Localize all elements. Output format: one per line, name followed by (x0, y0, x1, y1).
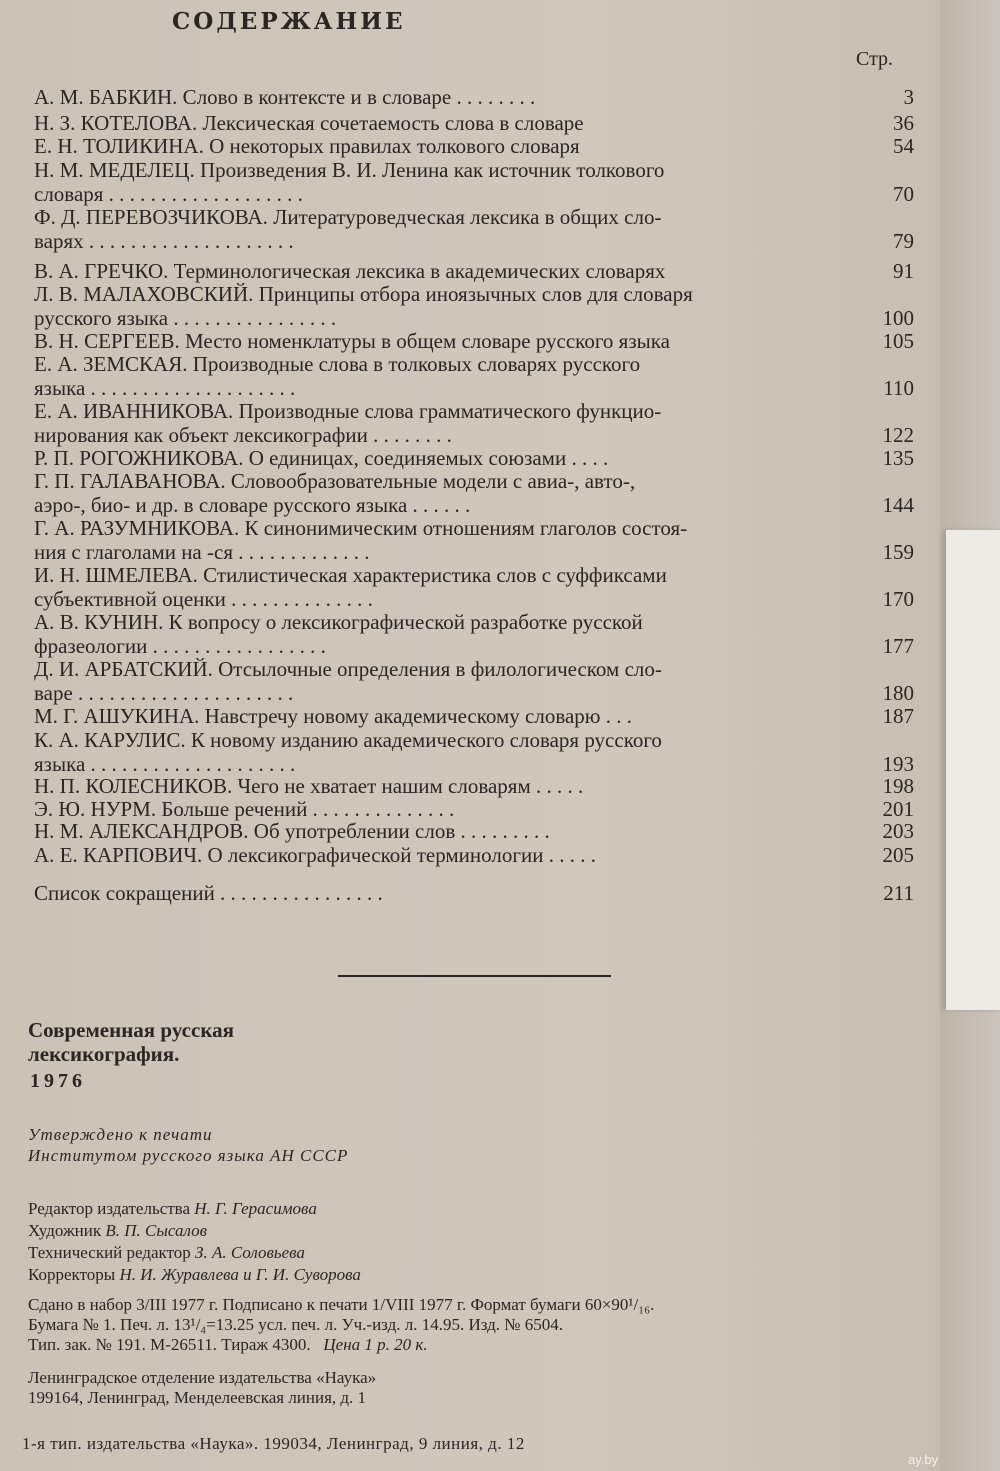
pub-line-1: Сдано в набор 3/III 1977 г. Подписано к печати 1/VIII 1977 г. Формат бумаги 60×90¹/₁₆. (28, 1295, 655, 1314)
toc-entry-text: Е. А. ИВАННИКОВА. Производные слова грамматического функцио- (34, 399, 662, 423)
toc-entry (34, 705, 914, 727)
toc-entry-line (34, 470, 914, 492)
toc-entry (34, 159, 914, 205)
toc-entry-line (34, 682, 914, 704)
toc-entry-text: Г. П. ГАЛАВАНОВА. Словообразовательные модели с авиа-, авто-, (34, 469, 636, 493)
toc-entry-line (34, 112, 914, 134)
toc-entry (34, 330, 914, 352)
staff-role: Технический редактор (28, 1243, 191, 1262)
publisher-info (28, 1368, 376, 1408)
toc-entry-text: Г. А. РАЗУМНИКОВА. К синонимическим отношениям глаголов состоя- (34, 516, 688, 540)
toc-entry (34, 353, 914, 399)
staff-role: Художник (28, 1221, 102, 1240)
toc-entry-text: аэро-, био- и др. в словаре русского языка . . . . . . (34, 493, 471, 517)
toc-entry (34, 283, 914, 329)
staff-row (28, 1242, 361, 1264)
toc-page-number: 170 (882, 587, 914, 611)
staff-row (28, 1198, 361, 1220)
toc-page-number: 3 (903, 85, 914, 109)
staff-name: В. П. Сысалов (105, 1221, 208, 1240)
toc-entry-text: Э. Ю. НУРМ. Больше речений . . . . . . . . . . . . . . (34, 797, 455, 821)
book-title-line-2: лексикография. (28, 1042, 180, 1066)
toc-entry-line (34, 260, 914, 282)
toc-page-number: 193 (882, 752, 914, 776)
toc-entry-line (34, 798, 914, 820)
toc-page-number: 203 (882, 819, 914, 843)
toc-entry-line (34, 424, 914, 446)
toc-page-number: 100 (882, 306, 914, 330)
printer-info: 1-я тип. издательства «Наука». 199034, Ленинград, 9 линия, д. 12 (22, 1434, 525, 1453)
toc-entry-text: субъективной оценки . . . . . . . . . . . . . . (34, 587, 373, 611)
toc-entry-text: Н. З. КОТЕЛОВА. Лексическая сочетаемость слова в словаре (34, 111, 584, 135)
toc-entry-line (34, 230, 914, 252)
pub-line-3 (28, 1335, 654, 1355)
toc-entry-text: Н. М. АЛЕКСАНДРОВ. Об употреблении слов . . . . . . . . . (34, 819, 550, 843)
toc-page-number: 187 (882, 704, 914, 728)
toc-entry-text: А. Е. КАРПОВИЧ. О лексикографической терминологии . . . . . (34, 843, 596, 867)
toc-page-number: 144 (882, 493, 914, 517)
staff-name: Н. И. Журавлева и Г. И. Суворова (119, 1265, 361, 1284)
toc-page-number: 198 (882, 774, 914, 798)
publication-details (28, 1295, 654, 1355)
toc-entry-text: нирования как объект лексикографии . . . . . . . . (34, 423, 452, 447)
toc-entry-line (34, 588, 914, 610)
toc-entry (34, 729, 914, 775)
toc-entry-text: И. Н. ШМЕЛЕВА. Стилистическая характеристика слов с суффиксами (34, 563, 667, 587)
toc-entry-line (34, 564, 914, 586)
toc-entry-line (34, 517, 914, 539)
toc-entry-line (34, 753, 914, 775)
book-title (28, 1018, 428, 1066)
toc-entry-text: Р. П. РОГОЖНИКОВА. О единицах, соединяемых союзами . . . . (34, 446, 609, 470)
toc-entry (34, 882, 914, 904)
toc-page-number: 122 (882, 423, 914, 447)
toc-page-number: 110 (883, 376, 914, 400)
staff-role: Корректоры (28, 1265, 116, 1284)
toc-entry-text: языка . . . . . . . . . . . . . . . . . . . . (34, 376, 296, 400)
toc-entry (34, 844, 914, 866)
toc-entry (34, 470, 914, 516)
toc-entry (34, 820, 914, 842)
staff-credits (28, 1198, 361, 1286)
approval-line-1: Утверждено к печати (28, 1125, 213, 1144)
price: Цена 1 р. 20 к. (323, 1335, 428, 1354)
toc-entry-text: Д. И. АРБАТСКИЙ. Отсылочные определения в филологическом сло- (34, 657, 662, 681)
toc-entry-line (34, 844, 914, 866)
toc-entry-line (34, 353, 914, 375)
toc-entry-text: К. А. КАРУЛИС. К новому изданию академического словаря русского (34, 728, 662, 752)
staff-name: З. А. Соловьева (195, 1243, 305, 1262)
toc-page-number: 177 (882, 634, 914, 658)
toc-entry-text: русского языка . . . . . . . . . . . . . . . . (34, 306, 337, 330)
toc-entry-text: Н. П. КОЛЕСНИКОВ. Чего не хватает нашим словарям . . . . . (34, 774, 584, 798)
toc-entry-line (34, 283, 914, 305)
book-title-line-1: Современная русская (28, 1018, 234, 1042)
staff-role: Редактор издательства (28, 1199, 191, 1218)
toc-entry-line (34, 86, 914, 108)
toc-page-number: 201 (882, 797, 914, 821)
toc-entry-line (34, 705, 914, 727)
toc-entry (34, 564, 914, 610)
staff-name: Н. Г. Герасимова (194, 1199, 317, 1218)
toc-entry-line (34, 400, 914, 422)
toc-entry-text: языка . . . . . . . . . . . . . . . . . . . . (34, 752, 296, 776)
approval-line-2: Институтом русского языка АН СССР (28, 1146, 349, 1165)
book-year: 1976 (30, 1070, 86, 1092)
toc-entry-text: А. В. КУНИН. К вопросу о лексикографической разработке русской (34, 610, 643, 634)
toc-entry-line (34, 820, 914, 842)
toc-entry-text: Л. В. МАЛАХОВСКИЙ. Принципы отбора иноязычных слов для словаря (34, 282, 693, 306)
toc-page-number: 105 (882, 329, 914, 353)
toc-page-number: 70 (893, 182, 914, 206)
toc-page-number: 79 (893, 229, 914, 253)
toc-entry-line (34, 330, 914, 352)
toc-title: СОДЕРЖАНИЕ (172, 8, 406, 35)
toc-entry-text: В. Н. СЕРГЕЕВ. Место номенклатуры в общем словаре русского языка (34, 329, 670, 353)
toc-page-number: 91 (893, 259, 914, 283)
toc-page-number: 54 (893, 134, 914, 158)
publisher-line-1: Ленинградское отделение издательства «Наука» (28, 1368, 377, 1387)
toc-entry-text: Ф. Д. ПЕРЕВОЗЧИКОВА. Литературоведческая лексика в общих сло- (34, 205, 662, 229)
paper-bookmark (945, 530, 1000, 1010)
print-order: Тип. зак. № 191. М-26511. Тираж 4300. (28, 1335, 311, 1354)
toc-entry (34, 86, 914, 108)
toc-entry (34, 112, 914, 134)
toc-entry-text: ния с глаголами на -ся . . . . . . . . . . . . . (34, 540, 370, 564)
toc-entry-line (34, 206, 914, 228)
toc-entry-line (34, 183, 914, 205)
toc-entry-text: варях . . . . . . . . . . . . . . . . . . . . (34, 229, 294, 253)
toc-entry-text: Е. Н. ТОЛИКИНА. О некоторых правилах толкового словаря (34, 134, 580, 158)
toc-entry (34, 447, 914, 469)
toc-entry (34, 798, 914, 820)
staff-row (28, 1220, 361, 1242)
toc-entry-text: М. Г. АШУКИНА. Навстречу новому академическому словарю . . . (34, 704, 632, 728)
toc-entry-line (34, 882, 914, 904)
toc-entry-line (34, 658, 914, 680)
toc-entry-text: Список сокращений . . . . . . . . . . . . . . . . (34, 881, 383, 905)
toc-entry-line (34, 494, 914, 516)
publisher-line-2: 199164, Ленинград, Менделеевская линия, д. 1 (28, 1388, 367, 1407)
toc-entry-line (34, 377, 914, 399)
toc-entry-text: фразеологии . . . . . . . . . . . . . . . . . (34, 634, 326, 658)
approval-note (28, 1124, 348, 1166)
toc-entry-line (34, 307, 914, 329)
toc-entry (34, 517, 914, 563)
toc-entry-line (34, 135, 914, 157)
toc-page-number: 159 (882, 540, 914, 564)
toc-entry-line (34, 611, 914, 633)
page-column-label: Стр. (856, 48, 894, 70)
toc-entry (34, 658, 914, 704)
toc-page-number: 135 (882, 446, 914, 470)
section-divider (338, 975, 611, 977)
toc-entry-text: В. А. ГРЕЧКО. Терминологическая лексика в академических словарях (34, 259, 666, 283)
staff-row (28, 1264, 361, 1286)
toc-entry (34, 206, 914, 252)
toc-entry (34, 135, 914, 157)
toc-entry-line (34, 729, 914, 751)
toc-page-number: 180 (882, 681, 914, 705)
toc-entry-line (34, 541, 914, 563)
toc-entry (34, 400, 914, 446)
toc-entry-text: А. М. БАБКИН. Слово в контексте и в словаре . . . . . . . . (34, 85, 536, 109)
toc-entry-line (34, 635, 914, 657)
toc-entry-line (34, 447, 914, 469)
toc-entry-line (34, 159, 914, 181)
toc-page-number: 36 (893, 111, 914, 135)
toc-entry-text: словаря . . . . . . . . . . . . . . . . . . . (34, 182, 303, 206)
pub-line-2: Бумага № 1. Печ. л. 13¹/₄=13.25 усл. печ. л. Уч.-изд. л. 14.95. Изд. № 6504. (28, 1315, 564, 1334)
watermark: ay.by (908, 1452, 939, 1467)
toc-entry-text: Н. М. МЕДЕЛЕЦ. Произведения В. И. Ленина как источник толкового (34, 158, 665, 182)
toc-page-number: 205 (882, 843, 914, 867)
toc-entry (34, 775, 914, 797)
toc-entry-text: варе . . . . . . . . . . . . . . . . . . . . . (34, 681, 294, 705)
toc-entry (34, 260, 914, 282)
toc-entry-text: Е. А. ЗЕМСКАЯ. Производные слова в толковых словарях русского (34, 352, 641, 376)
toc-page-number: 211 (883, 881, 914, 905)
toc-entry-line (34, 775, 914, 797)
toc-entry (34, 611, 914, 657)
